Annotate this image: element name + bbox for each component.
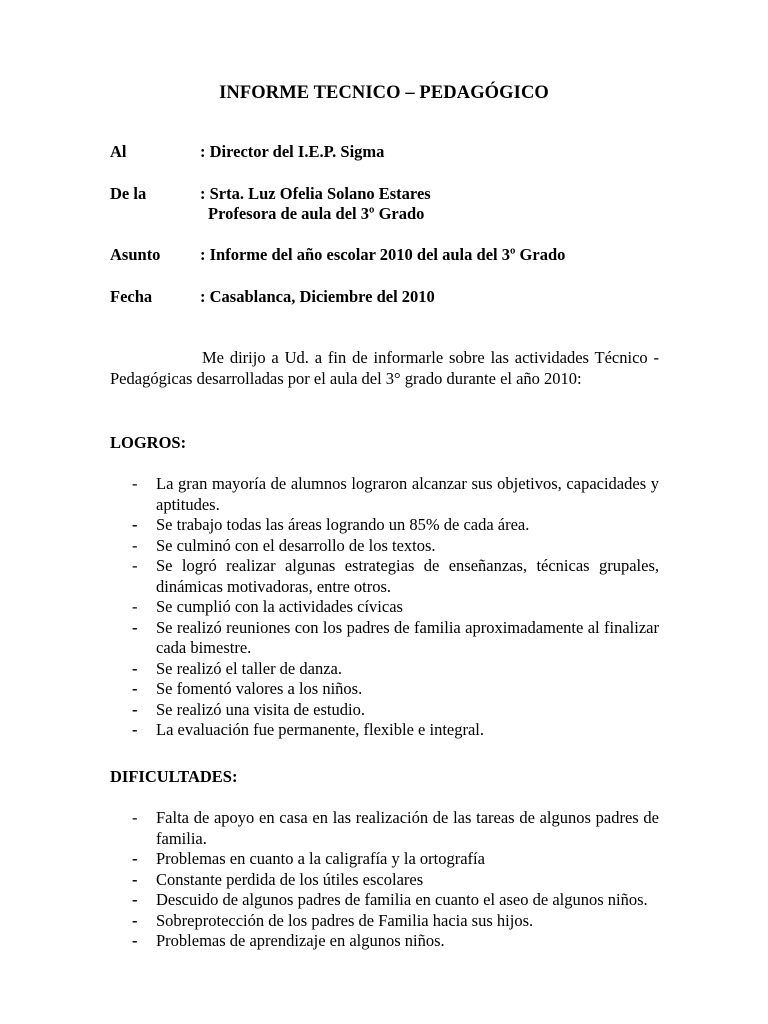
list-item	[110, 597, 659, 618]
list-item-text: La evaluación fue permanente, flexible e integral.	[156, 720, 485, 739]
list-item-text: Se realizó el taller de danza.	[156, 658, 342, 678]
list-item-text: Sobreprotección de los padres de Familia hacia sus hijos.	[156, 910, 534, 930]
dash-bullet: -	[132, 720, 138, 739]
list-item	[110, 536, 659, 557]
list-item	[110, 659, 659, 680]
dela-value-line2: Profesora de aula del 3º Grado	[208, 204, 425, 223]
list-item	[110, 890, 659, 911]
list-item	[110, 808, 659, 849]
list-item-text: Falta de apoyo en casa en las realización de las tareas de algunos padres de familia.	[156, 808, 659, 848]
dash-bullet: -	[132, 931, 138, 950]
dash-bullet: -	[132, 474, 138, 493]
list-item	[110, 870, 659, 891]
dash-bullet: -	[132, 890, 138, 909]
list-item	[110, 515, 659, 536]
list-item	[110, 618, 659, 659]
list-item-text: Se culminó con el desarrollo de los textos.	[156, 535, 436, 555]
dash-bullet: -	[132, 597, 138, 616]
list-item	[110, 849, 659, 870]
asunto-label: Asunto	[110, 245, 161, 264]
list-item-text: Se realizó una visita de estudio.	[156, 699, 365, 719]
dash-bullet: -	[132, 910, 138, 930]
list-item	[110, 474, 659, 515]
list-item-text: Descuido de algunos padres de familia en cuanto el aseo de algunos niños.	[156, 890, 648, 909]
dash-bullet: -	[132, 849, 138, 868]
list-item-text: Constante perdida de los útiles escolares	[156, 869, 424, 889]
list-item-text: Se fomentó valores a los niños.	[156, 679, 363, 698]
fecha-value: : Casablanca, Diciembre del 2010	[200, 287, 435, 306]
dash-bullet: -	[132, 556, 138, 575]
list-item	[110, 720, 659, 741]
list-item	[110, 700, 659, 721]
dificultades-heading: DIFICULTADES:	[110, 767, 238, 786]
asunto-value: : Informe del año escolar 2010 del aula del 3º Grado	[200, 245, 566, 264]
list-item-text: Se realizó reuniones con los padres de familia aproximadamente al finalizar cada bimestre.	[156, 617, 659, 657]
list-item	[110, 556, 659, 597]
al-value: : Director del I.E.P. Sigma	[200, 142, 385, 161]
logros-heading: LOGROS:	[110, 433, 187, 452]
list-item-text: Se logró realizar algunas estrategias de enseñanzas, técnicas grupales, dinámicas motivadoras, entre otros.	[156, 556, 659, 596]
intro-paragraph: Me dirijo a Ud. a fin de informarle sobre las actividades Técnico - Pedagógicas desarrolladas por el aula del 3° grado durante el año 2010:	[110, 348, 659, 388]
list-item	[110, 911, 659, 932]
dash-bullet: -	[132, 515, 138, 534]
dela-label: De la	[110, 184, 147, 203]
logros-list	[110, 474, 659, 741]
dash-bullet: -	[132, 869, 138, 889]
document-title: INFORME TECNICO – PEDAGÓGICO	[219, 83, 549, 103]
dash-bullet: -	[132, 808, 138, 827]
list-item-text: Se trabajo todas las áreas logrando un 85% de cada área.	[156, 515, 530, 534]
dash-bullet: -	[132, 617, 138, 637]
al-label: Al	[110, 142, 127, 161]
dash-bullet: -	[132, 658, 138, 678]
dificultades-list	[110, 808, 659, 952]
list-item-text: Se cumplió con la actividades cívicas	[156, 597, 403, 616]
fecha-label: Fecha	[110, 287, 153, 306]
list-item-text: Problemas en cuanto a la caligrafía y la ortografía	[156, 849, 485, 868]
list-item-text: Problemas de aprendizaje en algunos niños.	[156, 931, 445, 950]
dash-bullet: -	[132, 699, 138, 719]
list-item	[110, 679, 659, 700]
list-item-text: La gran mayoría de alumnos lograron alcanzar sus objetivos, capacidades y aptitudes.	[156, 474, 659, 514]
dash-bullet: -	[132, 679, 138, 698]
dash-bullet: -	[132, 535, 138, 555]
list-item	[110, 931, 659, 952]
dela-value: : Srta. Luz Ofelia Solano Estares	[200, 184, 431, 203]
